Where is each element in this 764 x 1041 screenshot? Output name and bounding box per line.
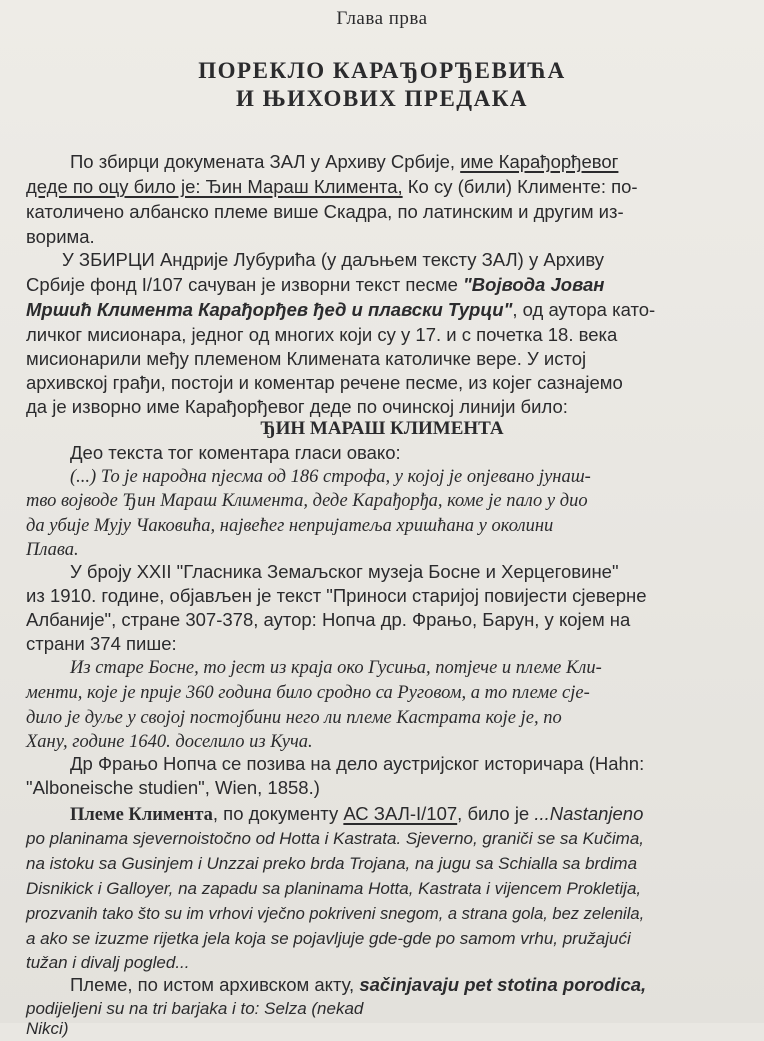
chapter-title-line-1: ПОРЕКЛО КАРАЂОРЂЕВИЋА (198, 58, 566, 83)
text-fragment: По збирци докумената ЗАЛ у Архиву Србије, (70, 151, 461, 172)
quote-line: Disnikick i Galloyer, na zapadu sa planinama Hotta, Kastrata i vijencem Prokletija, (26, 879, 642, 898)
quote-line: a ako se izuzme rijetka jela koja se pojavljuje gde-gde po samom vrhu, pružajući (26, 929, 631, 948)
text-fragment: , по документу (212, 803, 344, 824)
quote-line: na istoku sa Gusinjem i Unzzai preko brda Trojana, na jugu sa Schialla sa brdima (26, 854, 638, 873)
text-line (26, 298, 655, 322)
text-line: архивској грађи, постоји и коментар речене песме, из којег сазнајемо (26, 372, 623, 393)
quote-line: (...) То је народна пјесма од 186 строфа, у којој је опјевано јунаш- (70, 467, 591, 487)
text-line: "Alboneische studien", Wien, 1858.) (26, 777, 320, 798)
quote-line: да убије Мују Чаковића, највећег непријатеља хришћана у околини (26, 516, 554, 536)
text-line (70, 802, 643, 827)
text-line: личког мисионара, једног од многих који су у 17. и с почетка 18. века (26, 324, 618, 345)
text-line: У ЗБИРЦИ Андрије Лубурића (у даљњем тексту ЗАЛ) у Архиву (62, 249, 605, 270)
text-line (26, 273, 604, 297)
quote-line: дило је дуље у својој постојбини него ли племе Кастрата које је, по (26, 708, 562, 728)
underlined-fragment: деде по оцу било је: Ђин Мараш Климента, (26, 176, 403, 197)
text-fragment: , било је (457, 803, 535, 824)
quote-line: po planinama sjevernoistočno od Hotta i Kastrata. Sjeverno, graniči se sa Kučima, (26, 829, 644, 848)
quote-line: prozvanih tako što su im vrhovi vječno pokriveni snegom, a strana gola, bez zelenila, (26, 905, 645, 923)
text-line: страни 374 пише: (26, 633, 177, 654)
quote-line: Nikci) (26, 1019, 69, 1038)
text-fragment: Ко су (били) Клименте: по- (402, 176, 638, 197)
italic-fragment: ...Nastanjeno (534, 803, 644, 824)
text-fragment: Племе, по истом архивском акту, (70, 974, 360, 995)
text-line (26, 175, 638, 199)
quote-line: Хану, године 1640. доселило из Куча. (26, 732, 313, 752)
text-line (70, 973, 646, 998)
text-line: Др Фрањо Нопча се позива на дело аустријског историчара (Hahn: (70, 753, 645, 774)
quote-line: Плава. (26, 540, 79, 560)
text-line: Део текста тог коментара гласи овако: (70, 442, 401, 463)
text-fragment: Србије фонд I/107 сачуван је изворни текст песме (26, 274, 464, 295)
chapter-title-line-2: И ЊИХОВИХ ПРЕДАКА (236, 86, 528, 111)
chapter-heading: Глава прва (336, 8, 428, 29)
text-line: да је изворно име Карађорђевог деде по очинској линији било: (26, 396, 568, 417)
text-fragment: , од аутора като- (512, 299, 656, 320)
text-line (70, 150, 618, 174)
quote-line: podijeljeni su na tri barjaka i to: Selza (nekad (26, 999, 364, 1018)
quote-line: tužan i divalj pogled... (26, 953, 190, 972)
text-line: Албаније", стране 307-378, аутор: Нопча др. Фрањо, Барун, у којем на (26, 609, 631, 630)
song-title-fragment: "Војвода Јован (463, 274, 605, 295)
text-line: мисионарили међу племеном Климената католичке вере. У истој (26, 348, 587, 369)
text-line: из 1910. године, објављен је текст "Приноси старијој повијести сјеверне (26, 585, 647, 606)
text-line: У броју XXII "Гласника Земаљског музеја Босне и Херцеговине" (70, 561, 619, 582)
underlined-fragment: име Карађорђевог (460, 151, 619, 172)
underlined-fragment: АС ЗАЛ-I/107 (343, 803, 458, 824)
bold-fragment: Племе Климента (70, 805, 213, 825)
italic-fragment: sačinjavaju pet stotina porodica, (359, 974, 647, 995)
quote-line: менти, које је прије 360 година било сродно са Руговом, а то племе сје- (26, 683, 590, 703)
song-title-fragment: Мршић Климента Карађорђев ђед и плавски Турци" (26, 299, 513, 320)
quote-line: Из старе Босне, то јест из краја око Гусиња, потјече и племе Кли- (70, 658, 602, 678)
quote-line: тво војводе Ђин Мараш Климента, деде Карађорђа, коме је пало у дио (26, 491, 588, 511)
text-line: католичено албанско племе више Скадра, по латинским и другим из- (26, 201, 624, 222)
text-line: ворима. (26, 226, 95, 247)
highlighted-name: ЂИН МАРАШ КЛИМЕНТА (260, 418, 504, 439)
